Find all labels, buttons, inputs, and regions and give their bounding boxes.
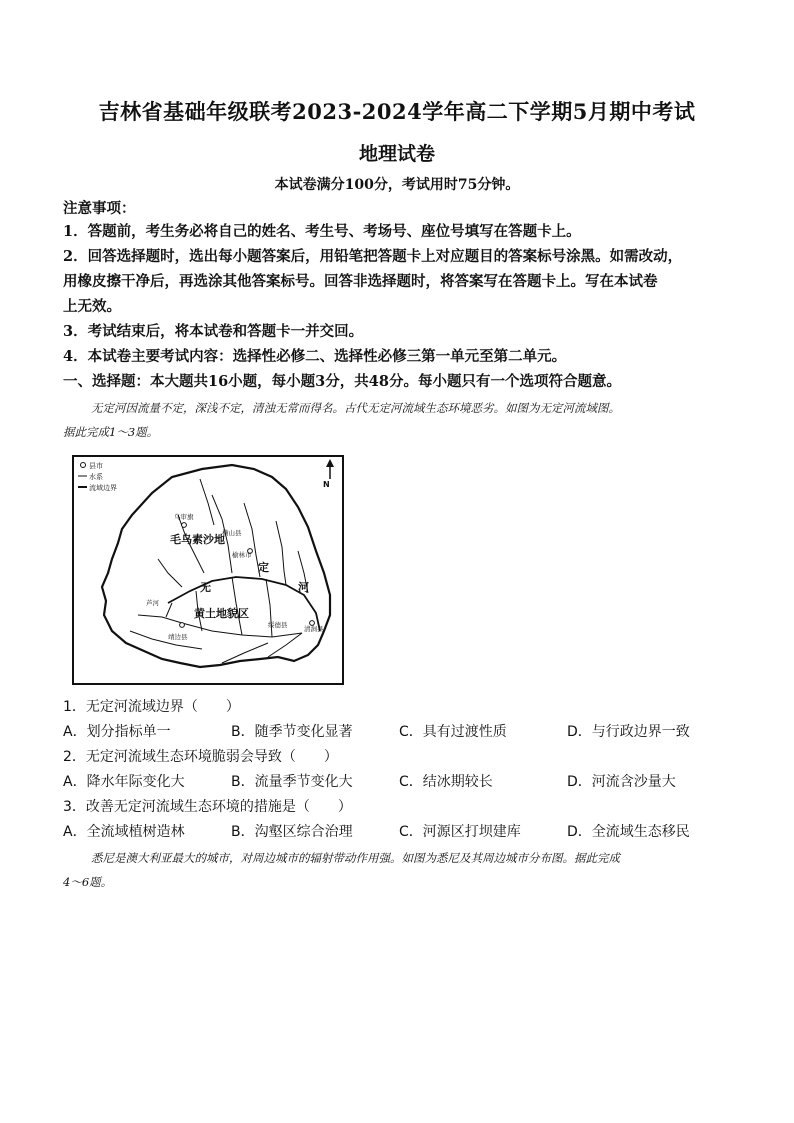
passage-intro: 无定河因流量不定，深浅不定，清浊无常而得名。古代无定河流域生态环境恶劣。如图为无定河流域图。 xyxy=(91,401,620,415)
note-line: 上无效。 xyxy=(63,298,121,315)
option-b[interactable]: B．随季节变化显著 xyxy=(231,724,353,740)
option-d[interactable]: D．河流含沙量大 xyxy=(567,774,676,790)
city-label: 绥德县 xyxy=(268,621,288,629)
stream-label: 芦河 xyxy=(146,599,159,607)
city-marker xyxy=(182,523,187,528)
option-a[interactable]: A．全流域植树造林 xyxy=(63,824,185,840)
city-label: 榆林市 xyxy=(232,551,252,559)
exam-title: 吉林省基础年级联考2023-2024学年高二下学期5月期中考试 xyxy=(98,99,696,124)
city-label: 靖边县 xyxy=(168,633,188,641)
note-line: 2．回答选择题时，选出每小题答案后，用铅笔把答题卡上对应题目的答案标号涂黑。如需改动， xyxy=(63,248,683,265)
option-b[interactable]: B．流量季节变化大 xyxy=(231,774,353,790)
exam-subtitle: 地理试卷 xyxy=(358,143,435,165)
option-a[interactable]: A．划分指标单一 xyxy=(63,724,171,740)
note-line: 4．本试卷主要考试内容：选择性必修二、选择性必修三第一单元至第二单元。 xyxy=(63,348,567,365)
river-name: 定 xyxy=(258,561,269,574)
option-c[interactable]: C．具有过渡性质 xyxy=(399,724,507,740)
wuding-river-basin-map xyxy=(72,455,344,685)
note-line: 1．答题前，考生务必将自己的姓名、考生号、考场号、座位号填写在答题卡上。 xyxy=(63,223,581,240)
section-heading: 一、选择题：本大题共16小题，每小题3分，共48分。每小题只有一个选项符合题意。 xyxy=(63,373,621,390)
north-label: N xyxy=(323,480,330,489)
passage-intro: 悉尼是澳大利亚最大的城市，对周边城市的辐射带动作用强。如图为悉尼及其周边城市分布图。据此完成 xyxy=(91,851,620,865)
option-c[interactable]: C．河源区打坝建库 xyxy=(399,824,521,840)
option-d[interactable]: D．与行政边界一致 xyxy=(567,724,690,740)
note-line: 用橡皮擦干净后，再选涂其他答案标号。回答非选择题时，将答案写在答题卡上。写在本试卷 xyxy=(63,273,658,290)
option-d[interactable]: D．全流域生态移民 xyxy=(567,824,690,840)
question-stem: 3．改善无定河流域生态环境的措施是（ ） xyxy=(63,799,352,815)
option-a[interactable]: A．降水年际变化大 xyxy=(63,774,185,790)
city-marker xyxy=(180,623,185,628)
legend-boundary: 流域边界 xyxy=(89,484,117,492)
river-name: 无 xyxy=(200,581,211,594)
legend-river: 水系 xyxy=(89,473,103,481)
city-label: 清涧县 xyxy=(304,625,324,633)
notes-heading: 注意事项： xyxy=(63,200,136,217)
score-note: 本试卷满分100分，考试用时75分钟。 xyxy=(274,177,520,193)
legend-city: 县市 xyxy=(89,462,103,470)
region-label: 毛乌素沙地 xyxy=(170,533,225,546)
passage-intro: 据此完成1～3题。 xyxy=(63,425,159,439)
question-stem: 1．无定河流域边界（ ） xyxy=(63,699,240,715)
passage-intro: 4～6题。 xyxy=(63,875,113,889)
river-name: 河 xyxy=(298,581,309,594)
option-c[interactable]: C．结冰期较长 xyxy=(399,774,493,790)
question-stem: 2．无定河流域生态环境脆弱会导致（ ） xyxy=(63,749,338,765)
city-label: 乌审旗 xyxy=(174,513,194,521)
note-line: 3．考试结束后，将本试卷和答题卡一并交回。 xyxy=(63,323,364,340)
city-label: 横山县 xyxy=(222,529,242,537)
region-label: 黄土地貌区 xyxy=(194,607,249,620)
option-b[interactable]: B．沟壑区综合治理 xyxy=(231,824,353,840)
